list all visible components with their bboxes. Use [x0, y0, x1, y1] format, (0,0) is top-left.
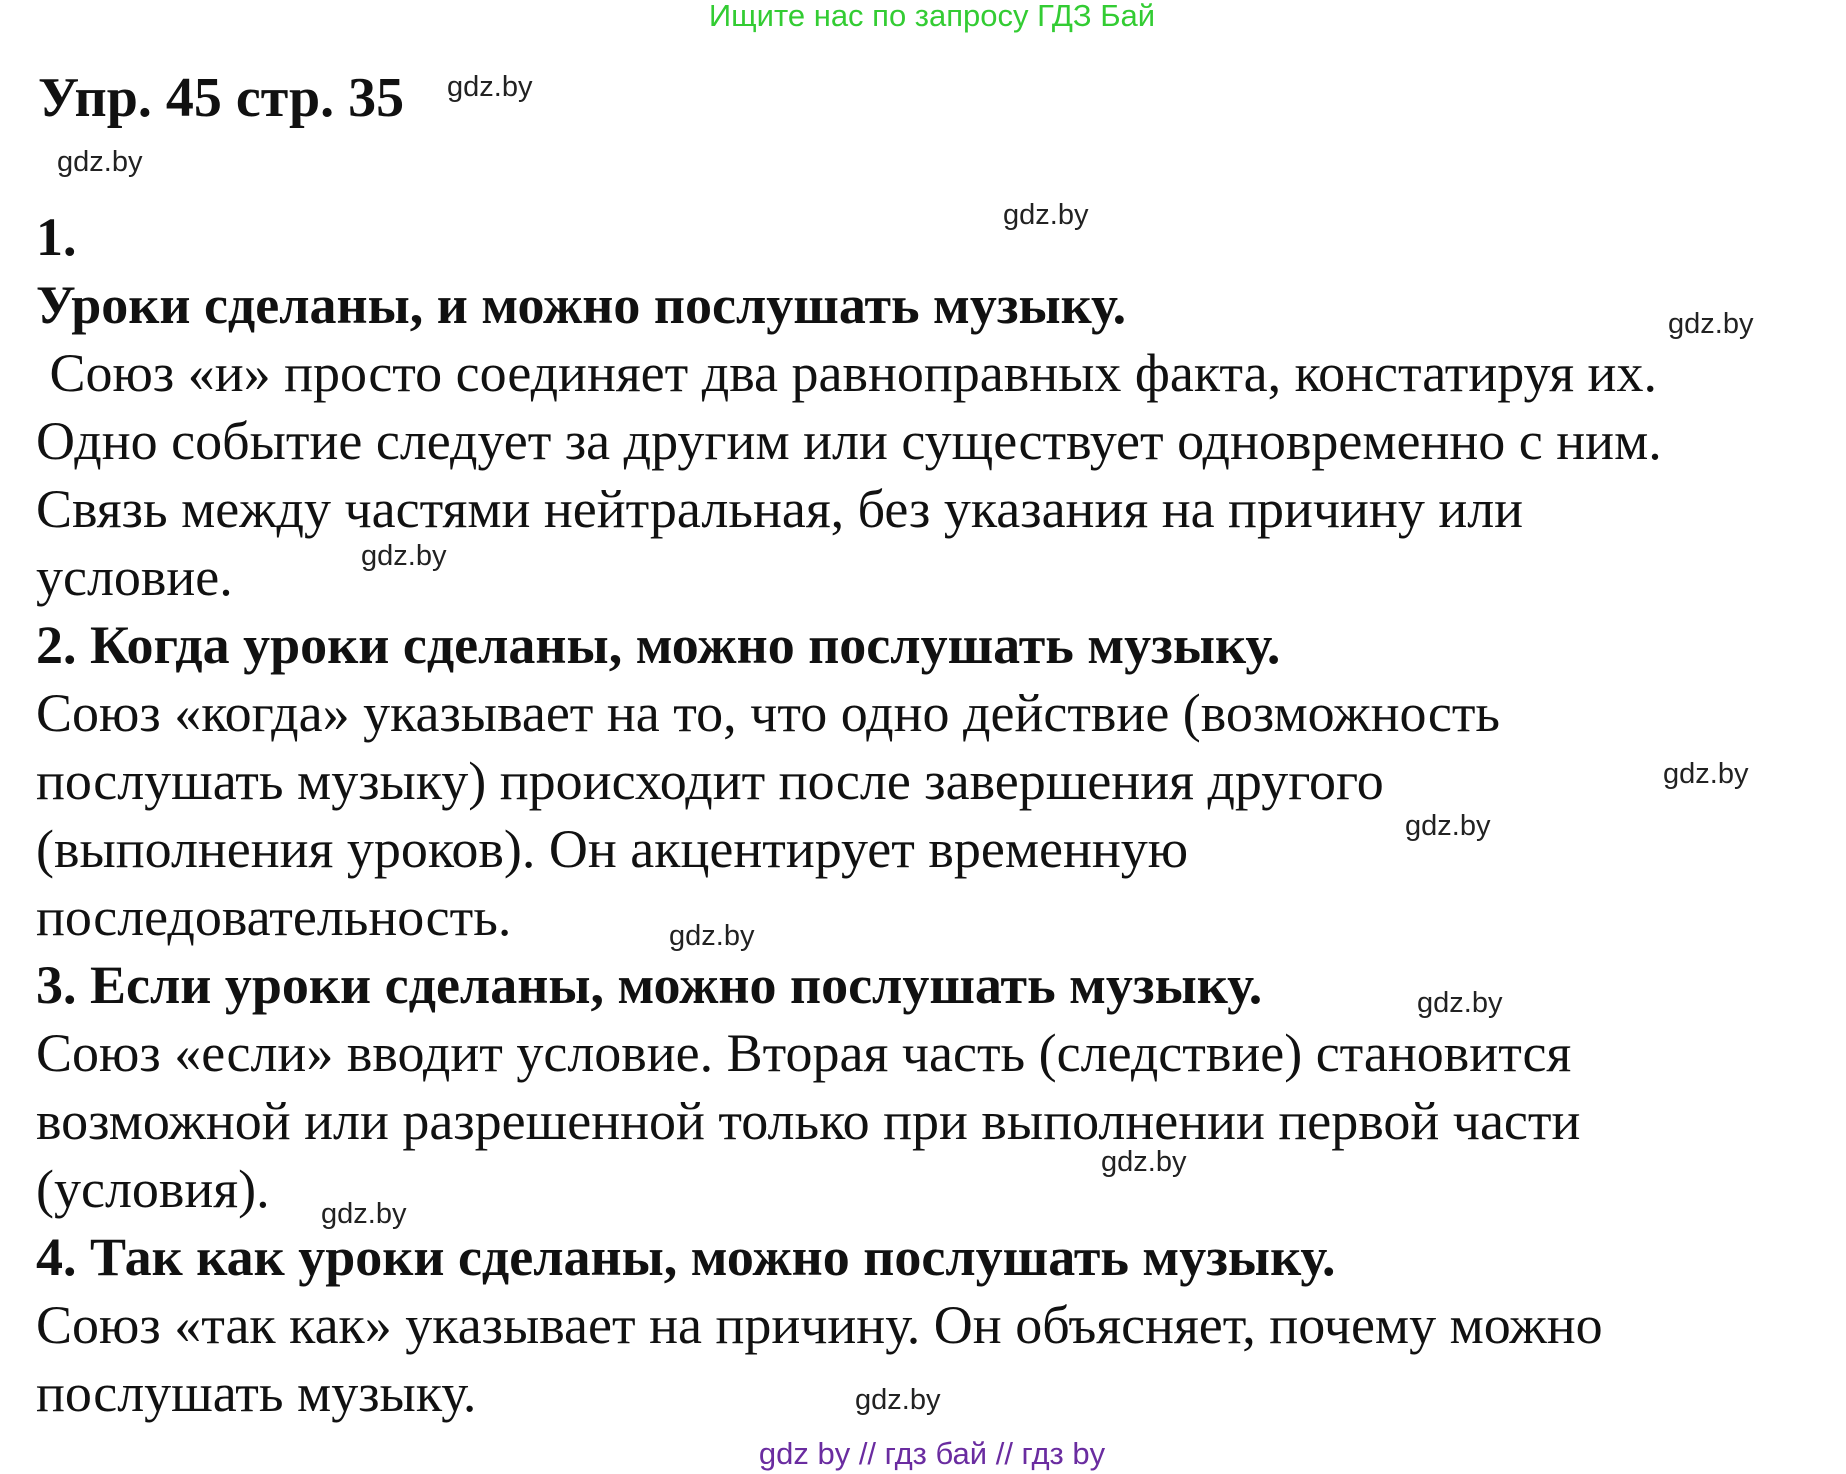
heading-line: 1.: [36, 207, 77, 267]
body-line: Союз «если» вводит условие. Вторая часть (следствие) становится: [36, 1023, 1572, 1083]
body-line: возможной или разрешенной только при выполнении первой части: [36, 1091, 1581, 1151]
body-line: Союз «так как» указывает на причину. Он объясняет, почему можно: [36, 1295, 1603, 1355]
body-line: послушать музыку) происходит после завершения другого: [36, 751, 1384, 811]
body-line: Союз «и» просто соединяет два равноправных факта, констатируя их.: [36, 343, 1657, 403]
heading-line: 4. Так как уроки сделаны, можно послушать музыку.: [36, 1227, 1336, 1287]
body-line: Союз «когда» указывает на то, что одно действие (возможность: [36, 683, 1501, 743]
watermark: gdz.by: [1417, 987, 1503, 1019]
watermark: gdz.by: [361, 540, 447, 572]
footer-links[interactable]: gdz by // гдз бай // гдз by: [758, 1436, 1106, 1471]
heading-line: Уроки сделаны, и можно послушать музыку.: [36, 275, 1127, 335]
body-line: (выполнения уроков). Он акцентирует временную: [36, 819, 1189, 879]
watermark: gdz.by: [321, 1198, 407, 1230]
body-line: Одно событие следует за другим или существует одновременно с ним.: [36, 411, 1662, 471]
body-line: последовательность.: [36, 887, 512, 947]
body-line: послушать музыку.: [36, 1363, 477, 1423]
body-line: Связь между частями нейтральная, без указания на причину или: [36, 479, 1524, 539]
watermark: gdz.by: [1663, 758, 1749, 790]
watermark: gdz.by: [669, 920, 755, 952]
body-line: условие.: [36, 547, 233, 607]
heading-line: 3. Если уроки сделаны, можно послушать музыку.: [36, 955, 1263, 1015]
heading-line: 2. Когда уроки сделаны, можно послушать музыку.: [36, 615, 1281, 675]
watermark: gdz.by: [1405, 810, 1491, 842]
watermark: gdz.by: [1101, 1146, 1187, 1178]
watermark: gdz.by: [1003, 199, 1089, 231]
promo-banner[interactable]: Ищите нас по запросу ГДЗ Бай: [708, 0, 1156, 33]
watermark: gdz.by: [1668, 308, 1754, 340]
watermark: gdz.by: [57, 146, 143, 178]
watermark: gdz.by: [447, 71, 533, 103]
watermark: gdz.by: [855, 1384, 941, 1416]
page-title: Упр. 45 стр. 35: [38, 67, 405, 129]
body-line: (условия).: [36, 1159, 270, 1219]
